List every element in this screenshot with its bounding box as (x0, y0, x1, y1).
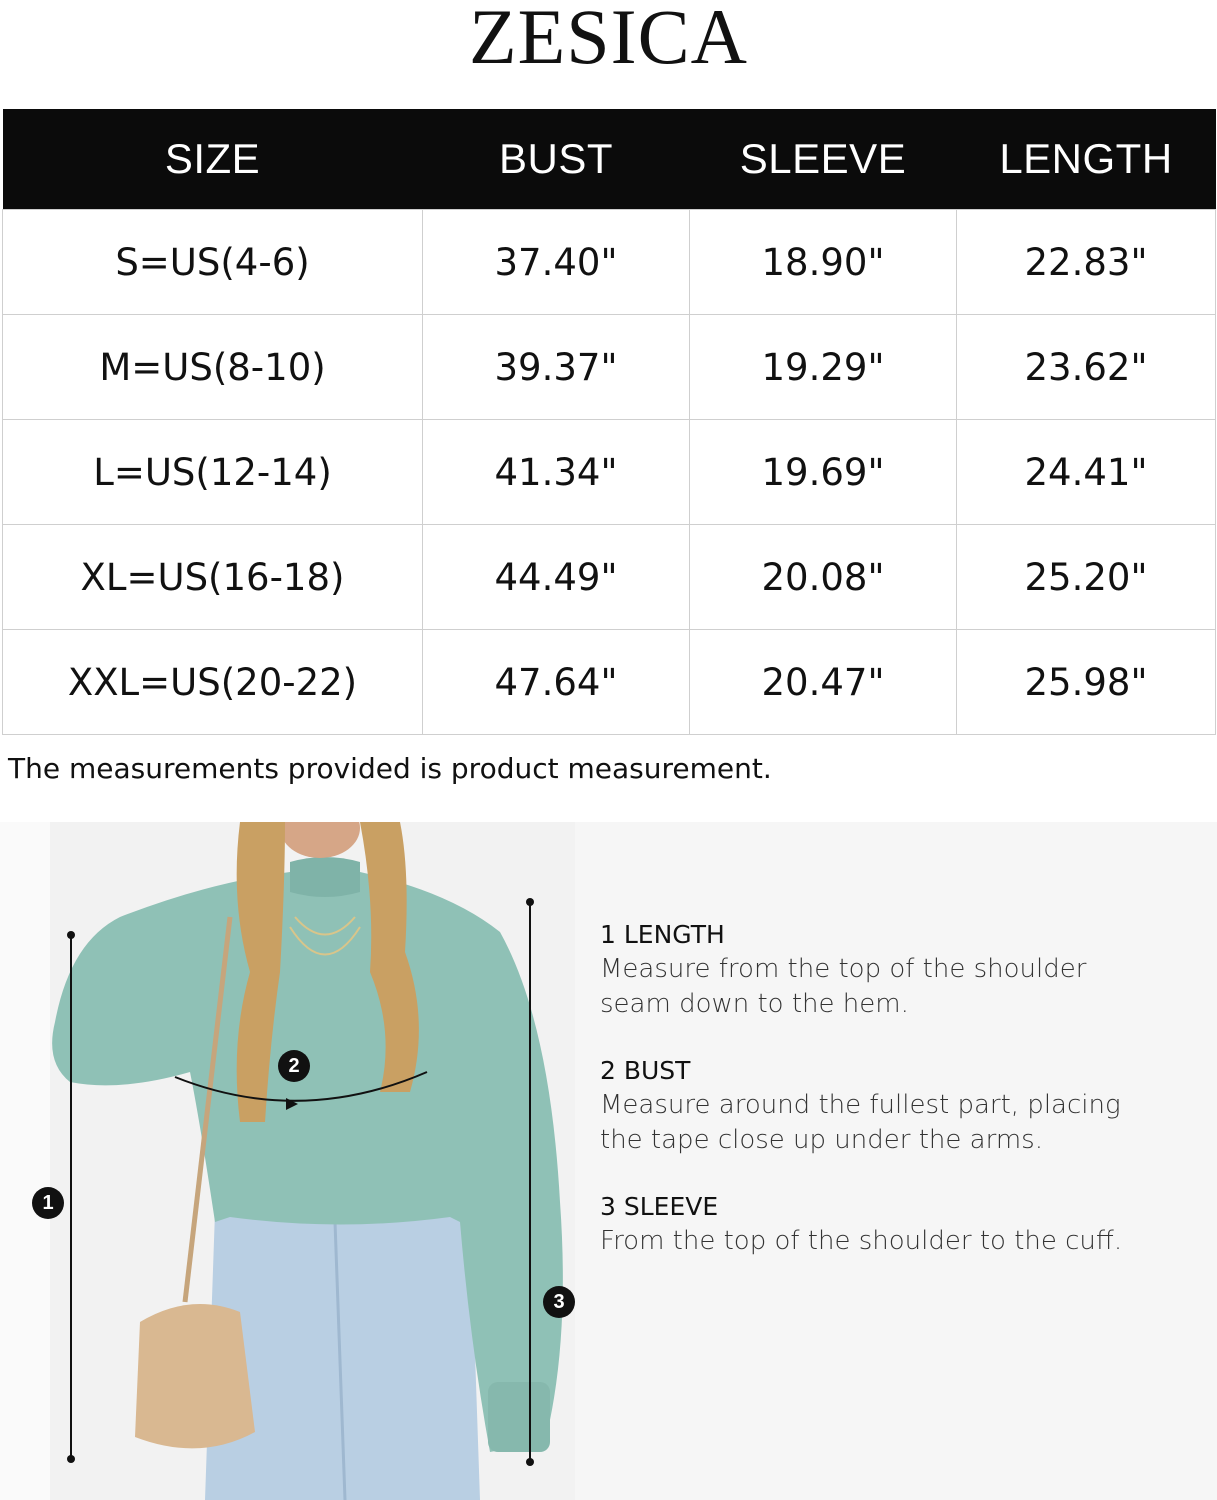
length-cell: 22.83" (957, 210, 1216, 315)
bust-cell: 39.37" (423, 315, 690, 420)
length-cell: 24.41" (957, 420, 1216, 525)
length-cell: 25.20" (957, 525, 1216, 630)
column-header-size: SIZE (3, 109, 423, 210)
guide-desc-line: seam down to the hem. (600, 989, 909, 1019)
bust-cell: 44.49" (423, 525, 690, 630)
table-row (3, 420, 1216, 525)
measurement-note: The measurements provided is product measurement. (8, 752, 772, 785)
marker-sleeve-badge: 3 (543, 1286, 575, 1318)
sleeve-cell: 19.69" (690, 420, 957, 525)
model-illustration (0, 822, 575, 1500)
guide-item-bust (600, 1054, 1200, 1158)
table-row (3, 210, 1216, 315)
size-cell: XL=US(16-18) (3, 525, 423, 630)
guide-desc-line: the tape close up under the arms. (600, 1125, 1043, 1155)
size-cell: L=US(12-14) (3, 420, 423, 525)
table-row (3, 525, 1216, 630)
sleeve-cell: 19.29" (690, 315, 957, 420)
table-header-row (3, 109, 1216, 210)
guide-desc-line: Measure from the top of the shoulder (600, 954, 1087, 984)
size-cell: S=US(4-6) (3, 210, 423, 315)
column-header-sleeve: SLEEVE (690, 109, 957, 210)
measurement-guide (575, 822, 1217, 1500)
guide-title: 2 BUST (600, 1056, 691, 1085)
guide-desc-line: Measure around the fullest part, placing (600, 1090, 1121, 1120)
sleeve-cell: 20.08" (690, 525, 957, 630)
table-row (3, 315, 1216, 420)
marker-length-badge: 1 (32, 1187, 64, 1219)
model-photo (0, 822, 575, 1500)
bust-cell: 37.40" (423, 210, 690, 315)
bust-cell: 41.34" (423, 420, 690, 525)
guide-desc-line: From the top of the shoulder to the cuff. (600, 1226, 1123, 1256)
marker-bust-badge: 2 (278, 1050, 310, 1082)
sleeve-cell: 18.90" (690, 210, 957, 315)
size-cell: M=US(8-10) (3, 315, 423, 420)
length-cell: 23.62" (957, 315, 1216, 420)
column-header-length: LENGTH (957, 109, 1216, 210)
size-chart-table (2, 109, 1216, 735)
guide-title: 1 LENGTH (600, 920, 725, 949)
bust-cell: 47.64" (423, 630, 690, 735)
guide-item-length (600, 918, 1200, 1022)
guide-item-sleeve (600, 1190, 1200, 1259)
column-header-bust: BUST (423, 109, 690, 210)
brand-logo: ZESICA (469, 0, 748, 80)
size-cell: XXL=US(20-22) (3, 630, 423, 735)
table-row (3, 630, 1216, 735)
guide-title: 3 SLEEVE (600, 1192, 719, 1221)
sleeve-cell: 20.47" (690, 630, 957, 735)
length-cell: 25.98" (957, 630, 1216, 735)
